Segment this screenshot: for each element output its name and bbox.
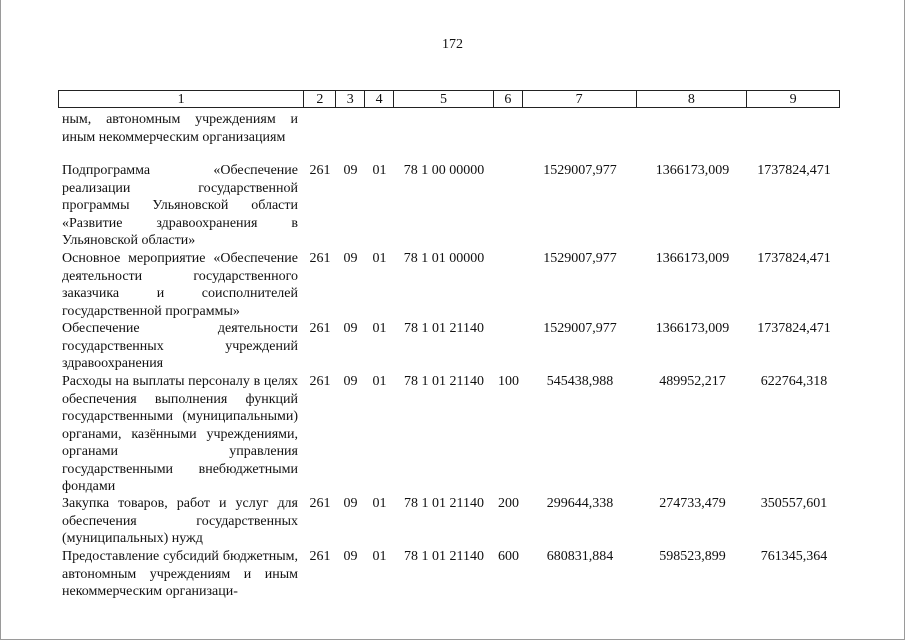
column-header-5: 5	[394, 91, 494, 107]
amount-col7: 545438,988	[546, 374, 614, 389]
amount-col9: 1737824,471	[757, 163, 831, 178]
target-article: 78 1 00 00000	[403, 163, 485, 178]
section-code: 09	[343, 549, 358, 564]
amount-col8: 489952,217	[659, 374, 726, 389]
amount-col7: 680831,884	[546, 549, 614, 564]
amount-col9: 350557,601	[760, 496, 828, 511]
amount-col8: 1366173,009	[655, 251, 730, 266]
target-article: 78 1 01 00000	[403, 251, 485, 266]
subsection-code: 01	[372, 251, 387, 266]
target-article: 78 1 01 21140	[404, 496, 484, 511]
ministry-code: 261	[309, 496, 331, 511]
table-row	[58, 373, 840, 495]
column-header-9: 9	[789, 92, 797, 107]
amount-col9: 761345,364	[760, 549, 828, 564]
column-header-1: 1	[59, 91, 304, 107]
section-code: 09	[343, 251, 358, 266]
amount-col8: 1366173,009	[655, 163, 730, 178]
table-body	[58, 111, 840, 603]
amount-col8: 274733,479	[659, 496, 726, 511]
row-name: ным, автономным учреждениям и иным некоммерческим организациям	[62, 112, 298, 145]
ministry-code: 261	[309, 251, 331, 266]
subsection-code: 01	[372, 549, 387, 564]
target-article: 78 1 01 21140	[404, 321, 484, 336]
ministry-code: 261	[309, 321, 331, 336]
table-row	[58, 548, 840, 603]
expense-type: 200	[498, 496, 519, 511]
amount-col8: 598523,899	[659, 549, 726, 564]
amount-col9: 1737824,471	[757, 251, 831, 266]
target-article: 78 1 01 21140	[404, 374, 484, 389]
ministry-code: 261	[309, 549, 331, 564]
table-row	[58, 495, 840, 548]
row-name: Обеспечение деятельности государственных учреждений здравоохранения	[62, 321, 298, 371]
row-name: Предоставление субсидий бюджетным, автономным учреждениям и иным некоммерческим организаци-	[62, 549, 298, 599]
row-name: Основное мероприятие «Обеспечение деятельности государственного заказчика и соисполнителей государственной программы»	[62, 251, 298, 319]
table-row	[58, 111, 840, 162]
row-name: Подпрограмма «Обеспечение реализации государственной программы Ульяновской области «Развитие здравоохранения в Ульяновской области»	[62, 163, 298, 248]
ministry-code: 261	[309, 374, 331, 389]
subsection-code: 01	[372, 496, 387, 511]
page-number: 172	[442, 37, 463, 52]
amount-col8: 1366173,009	[655, 321, 730, 336]
column-header-2: 2	[304, 91, 336, 107]
amount-col9: 1737824,471	[757, 321, 831, 336]
section-code: 09	[343, 374, 358, 389]
amount-col7: 1529007,977	[543, 163, 617, 178]
expense-type: 600	[498, 549, 519, 564]
amount-col7: 1529007,977	[543, 321, 617, 336]
ministry-code: 261	[309, 163, 331, 178]
subsection-code: 01	[372, 163, 387, 178]
section-code: 09	[343, 496, 358, 511]
column-header-6: 6	[494, 91, 523, 107]
table-row	[58, 320, 840, 373]
amount-col7: 299644,338	[546, 496, 614, 511]
table-header	[58, 90, 840, 108]
table-row	[58, 250, 840, 320]
column-header-3: 3	[336, 91, 365, 107]
column-header-4: 4	[365, 91, 394, 107]
row-name: Закупка товаров, работ и услуг для обеспечения государственных (муниципальных) нужд	[62, 496, 298, 546]
amount-col7: 1529007,977	[543, 251, 617, 266]
amount-col9: 622764,318	[760, 374, 828, 389]
expense-type: 100	[498, 374, 519, 389]
section-code: 09	[343, 163, 358, 178]
subsection-code: 01	[372, 374, 387, 389]
subsection-code: 01	[372, 321, 387, 336]
row-name: Расходы на выплаты персоналу в целях обеспечения выполнения функций государственными (муниципальными) органами, казёнными учреждениями, органами управления государственными внебюджетными фондами	[62, 374, 298, 494]
table-row	[58, 162, 840, 250]
column-header-7: 7	[523, 91, 637, 107]
column-header-8: 8	[637, 91, 748, 107]
target-article: 78 1 01 21140	[404, 549, 484, 564]
section-code: 09	[343, 321, 358, 336]
